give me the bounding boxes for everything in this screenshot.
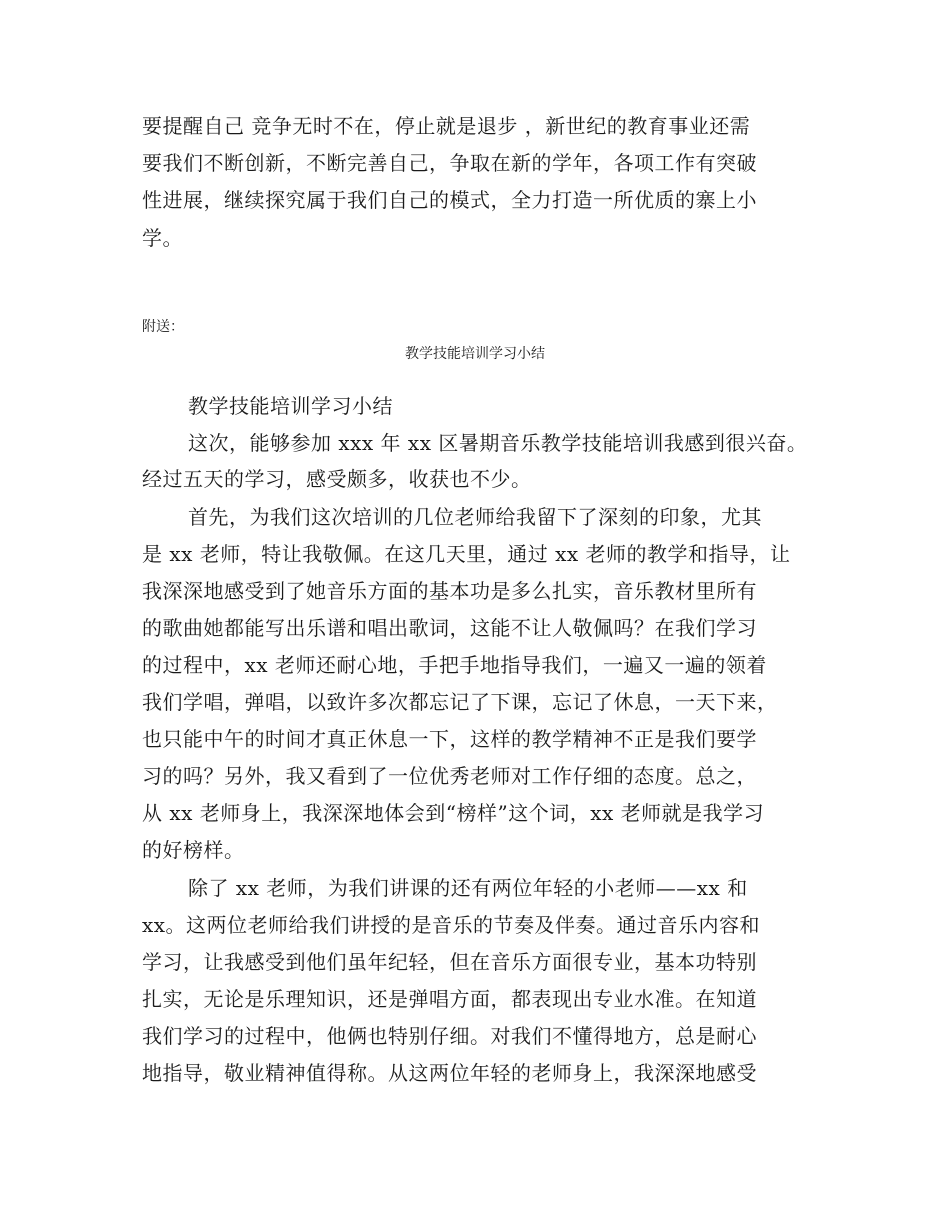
text-line: 的好榜样。 (142, 838, 245, 862)
text-line: 我深深地感受到了她音乐方面的基本功是多么扎实，音乐教材里所有 (142, 579, 757, 603)
text-line: 也只能中午的时间才真正休息一下，这样的教学精神不正是我们要学 (142, 727, 757, 751)
text-line: 扎实，无论是乐理知识，还是弹唱方面，都表现出专业水准。在知道 (142, 987, 757, 1011)
text-line: 是 xx 老师，特让我敬佩。在这几天里，通过 xx 老师的教学和指导，让 (142, 542, 791, 566)
appendix-label: 附送： (142, 319, 184, 335)
text-line: 的歌曲她都能写出乐谱和唱出歌词，这能不让人敬佩吗？在我们学习 (142, 616, 757, 640)
appendix-title: 教学技能培训学习小结 (405, 346, 545, 362)
text-line: 习的吗？另外，我又看到了一位优秀老师对工作仔细的态度。总之， (142, 764, 757, 788)
text-line: 首先，为我们这次培训的几位老师给我留下了深刻的印象，尤其 (188, 505, 762, 529)
text-line: xx。这两位老师给我们讲授的是音乐的节奏及伴奏。通过音乐内容和 (142, 913, 761, 937)
text-line: 学。 (142, 226, 183, 250)
text-line: 这次，能够参加 xxx 年 xx 区暑期音乐教学技能培训我感到很兴奋。 (188, 431, 808, 455)
text-line: 除了 xx 老师，为我们讲课的还有两位年轻的小老师——xx 和 (188, 876, 748, 900)
text-line: 我们学唱，弹唱，以致许多次都忘记了下课，忘记了休息，一天下来， (142, 690, 778, 714)
section-heading: 教学技能培训学习小结 (188, 394, 393, 418)
text-line: 要提醒自己 竞争无时不在，停止就是退步 ，新世纪的教育事业还需 (142, 114, 751, 138)
text-line: 我们学习的过程中，他俩也特别仔细。对我们不懂得地方，总是耐心 (142, 1024, 757, 1048)
text-line: 经过五天的学习，感受颇多，收获也不少。 (142, 467, 532, 491)
text-line: 的过程中，xx 老师还耐心地，手把手地指导我们，一遍又一遍的领着 (142, 653, 767, 677)
text-line: 地指导，敬业精神值得称。从这两位年轻的老师身上，我深深地感受 (142, 1061, 757, 1085)
text-line: 从 xx 老师身上，我深深地体会到“榜样”这个词，xx 老师就是我学习 (142, 801, 765, 825)
text-line: 性进展，继续探究属于我们自己的模式，全力打造一所优质的寨上小 (142, 188, 757, 212)
text-line: 学习，让我感受到他们虽年纪轻，但在音乐方面很专业，基本功特别 (142, 950, 757, 974)
text-line: 要我们不断创新，不断完善自己，争取在新的学年，各项工作有突破 (142, 151, 757, 175)
